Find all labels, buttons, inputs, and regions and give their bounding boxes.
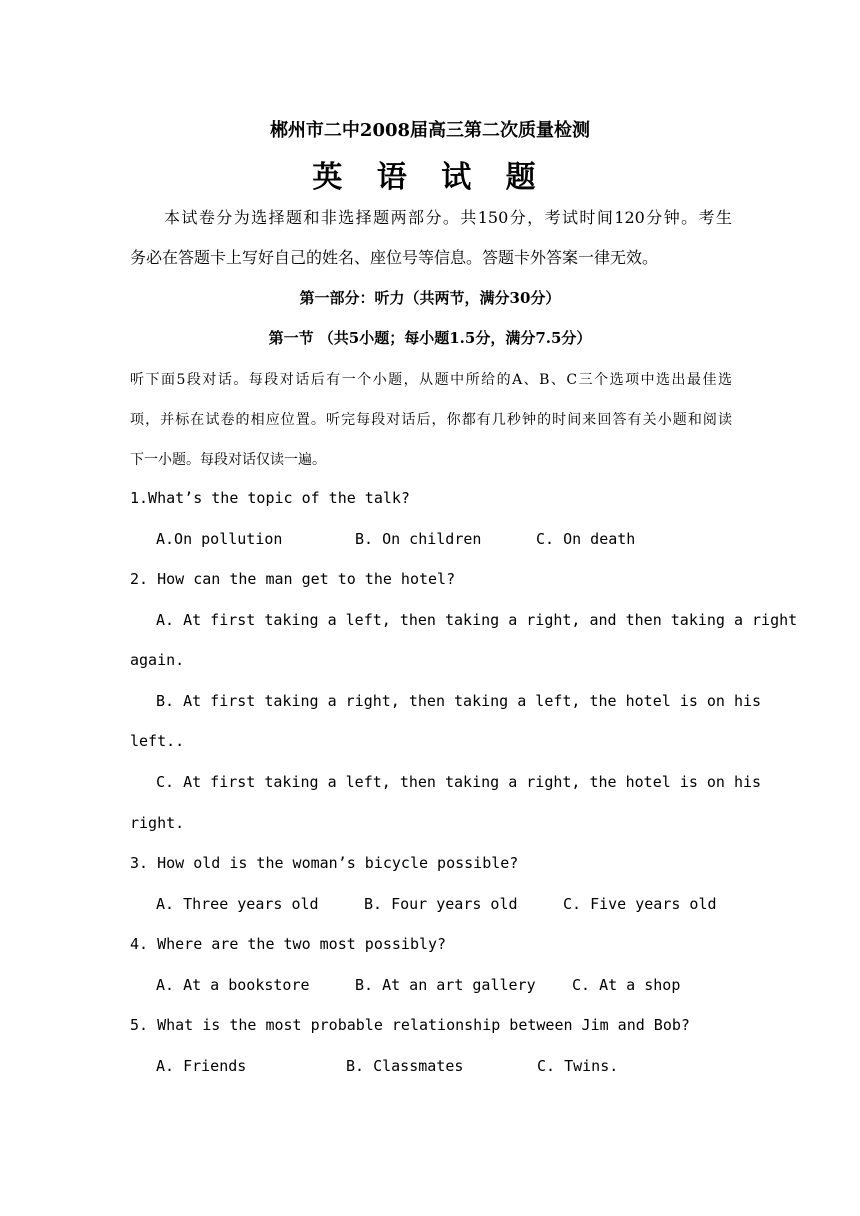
intro-line-2: 务必在答题卡上写好自己的姓名、座位号等信息。答题卡外答案一律无效。 <box>130 248 659 267</box>
option-a: A. Friends <box>156 1057 247 1075</box>
part-title: 第一部分：听力（共两节，满分30分） <box>299 289 561 307</box>
question-stem: 3. How old is the woman’s bicycle possible? <box>130 854 519 872</box>
option-c: C. Five years old <box>563 895 717 913</box>
option-a: A. At a bookstore <box>156 976 310 994</box>
option-b-continued: left.. <box>130 732 185 750</box>
directions-line-3: 下一小题。每段对话仅读一遍。 <box>130 452 326 468</box>
option-b: B. On children <box>355 530 482 548</box>
option-c-continued: right. <box>130 814 185 832</box>
option-b: B. Four years old <box>364 895 518 913</box>
option-b: B. At first taking a right, then taking a left, the hotel is on his <box>156 692 762 710</box>
question-stem: 1.What’s the topic of the talk? <box>130 489 410 507</box>
option-b: B. At an art gallery <box>355 976 536 994</box>
directions-line-2: 项，并标在试卷的相应位置。听完每段对话后，你都有几秒钟的时间来回答有关小题和阅读 <box>130 412 732 428</box>
option-a-continued: again. <box>130 651 185 669</box>
option-c: C. Twins. <box>537 1057 619 1075</box>
option-c: C. At first taking a left, then taking a right, the hotel is on his <box>156 773 762 791</box>
question-stem: 4. Where are the two most possibly? <box>130 935 447 953</box>
subject-title: 英 语 试 题 <box>312 160 548 195</box>
directions-line-1: 听下面5段对话。每段对话后有一个小题，从题中所给的A、B、C三个选项中选出最佳选 <box>130 372 732 388</box>
option-b: B. Classmates <box>346 1057 464 1075</box>
intro-line-1: 本试卷分为选择题和非选择题两部分。共150分，考试时间120分钟。考生 <box>164 208 732 227</box>
option-a: A.On pollution <box>156 530 283 548</box>
question-stem: 5. What is the most probable relationship between Jim and Bob? <box>130 1016 690 1034</box>
section-title: 第一节 （共5小题；每小题1.5分，满分7.5分） <box>268 329 592 347</box>
option-a: A. Three years old <box>156 895 319 913</box>
option-a: A. At first taking a left, then taking a right, and then taking a right <box>156 611 798 629</box>
exam-heading: 郴州市二中2008届高三第二次质量检测 <box>269 120 591 141</box>
option-c: C. On death <box>536 530 636 548</box>
option-c: C. At a shop <box>572 976 681 994</box>
question-stem: 2. How can the man get to the hotel? <box>130 570 456 588</box>
